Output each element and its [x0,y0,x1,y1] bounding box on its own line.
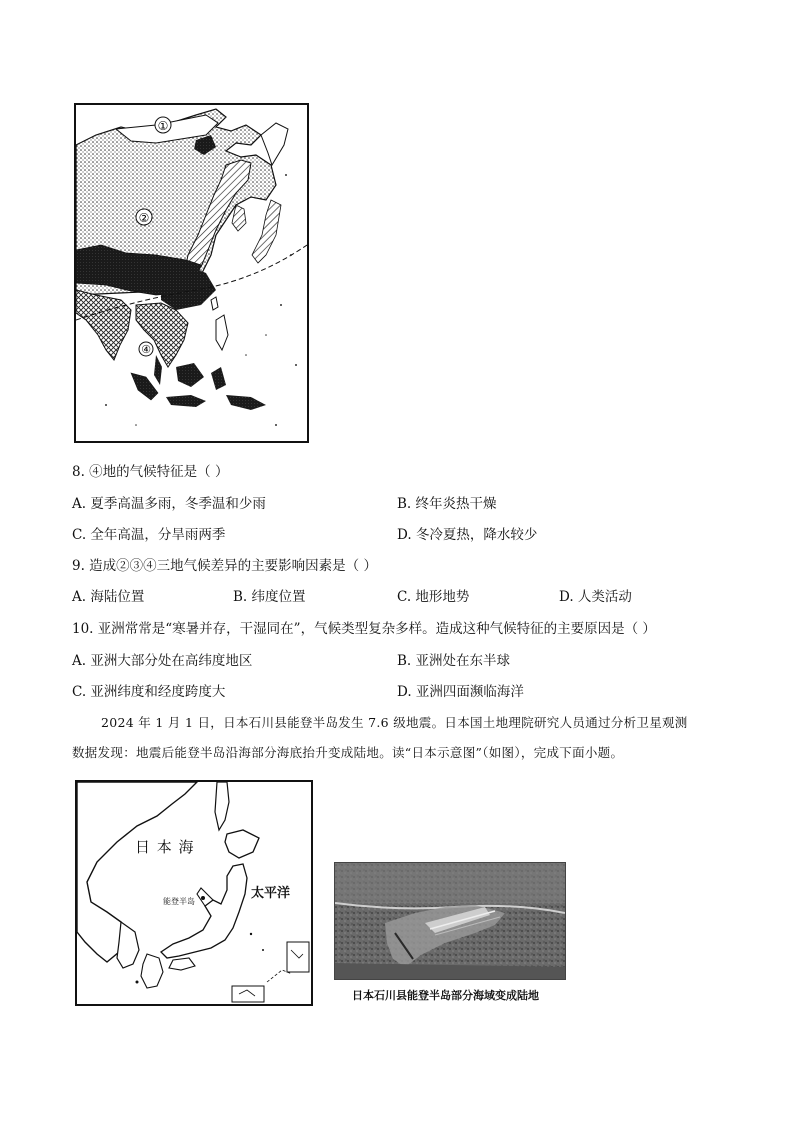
satellite-photo [334,862,566,980]
marker-4: ④ [141,343,151,356]
japan-map [75,780,313,1006]
q8-option-b[interactable]: B. 终年炎热干燥 [397,496,497,512]
q10-stem: 10. 亚洲常常是“寒暑并存，干湿同在”，气候类型复杂多样。造成这种气候特征的主要原因是（ ） [72,621,656,637]
sea-of-japan-label: 日 本 海 [135,838,195,856]
q10-option-c[interactable]: C. 亚洲纬度和经度跨度大 [72,684,226,700]
photo-caption: 日本石川县能登半岛部分海域变成陆地 [352,989,539,1002]
q10-option-d[interactable]: D. 亚洲四面濒临海洋 [397,684,524,700]
q8-option-a[interactable]: A. 夏季高温多雨，冬季温和少雨 [72,496,266,512]
q9-option-d[interactable]: D. 人类活动 [559,589,632,605]
marker-1: ① [157,119,169,133]
noto-peninsula-label: 能登半岛 [163,897,195,906]
q9-stem: 9. 造成②③④三地气候差异的主要影响因素是（ ） [72,558,377,574]
q8-option-c[interactable]: C. 全年高温，分旱雨两季 [72,527,226,543]
marker-2: ② [138,211,150,225]
q9-option-c[interactable]: C. 地形地势 [397,589,470,605]
q10-option-b[interactable]: B. 亚洲处在东半球 [397,653,511,669]
intro-line-1: 2024 年 1 月 1 日，日本石川县能登半岛发生 7.6 级地震。日本国土地理院研究人员通过分析卫星观测 [101,715,688,730]
asia-map-drawing [76,105,307,441]
pacific-ocean-label: 太平洋 [251,886,291,901]
asia-climate-map [74,103,309,443]
q8-option-d[interactable]: D. 冬冷夏热，降水较少 [397,527,538,543]
q8-stem: 8. ④地的气候特征是（ ） [72,464,229,480]
intro-line-2: 数据发现：地震后能登半岛沿海部分海底抬升变成陆地。读“日本示意图”（如图），完成下面小题。 [72,745,624,760]
q9-option-b[interactable]: B. 纬度位置 [233,589,306,605]
q10-option-a[interactable]: A. 亚洲大部分处在高纬度地区 [72,653,253,669]
q9-option-a[interactable]: A. 海陆位置 [72,589,145,605]
